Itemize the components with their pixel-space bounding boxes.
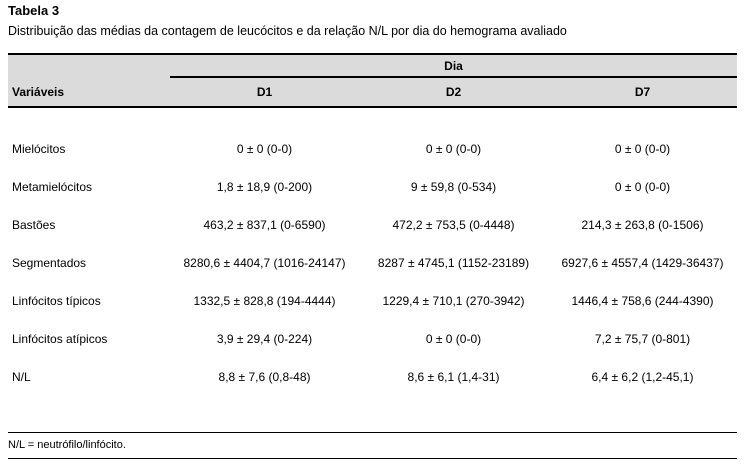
table-header: [8, 53, 737, 108]
cell-d2: 9 ± 59,8 (0-534): [410, 180, 497, 194]
row-label: Linfócitos atípicos: [12, 332, 108, 346]
table-title: Tabela 3: [8, 3, 60, 18]
data-table: [8, 53, 737, 396]
cell-d7: 0 ± 0 (0-0): [614, 180, 671, 194]
table-row: [8, 282, 737, 320]
table-row: [8, 130, 737, 168]
cell-d2: 0 ± 0 (0-0): [425, 332, 482, 346]
row-label: N/L: [12, 370, 31, 384]
cell-d1: 1332,5 ± 828,8 (194-4444): [193, 294, 336, 308]
table-row: [8, 358, 737, 396]
table-row: [8, 168, 737, 206]
cell-d7: 6927,6 ± 4557,4 (1429-36437): [561, 256, 724, 270]
cell-d1: 0 ± 0 (0-0): [236, 142, 293, 156]
header-corner-spacer: [8, 55, 170, 78]
table-footnote: N/L = neutrófilo/linfócito.: [8, 439, 126, 451]
cell-d2: 1229,4 ± 710,1 (270-3942): [382, 294, 525, 308]
cell-d2: 8287 ± 4745,1 (1152-23189): [377, 256, 530, 270]
cell-d2: 8,6 ± 6,1 (1,4-31): [407, 370, 500, 384]
table-row: [8, 320, 737, 358]
col-header-d7: D7: [634, 85, 651, 99]
row-label: Mielócitos: [12, 142, 66, 156]
row-label: Metamielócitos: [12, 180, 93, 194]
cell-d1: 8280,6 ± 4404,7 (1016-24147): [183, 256, 346, 270]
row-label: Segmentados: [12, 256, 87, 270]
cell-d7: 214,3 ± 263,8 (0-1506): [581, 218, 704, 232]
col-header-variaveis: Variáveis: [12, 85, 65, 99]
row-label: Linfócitos típicos: [12, 294, 101, 308]
table-row: [8, 206, 737, 244]
cell-d7: 7,2 ± 75,7 (0-801): [594, 332, 691, 346]
column-header-row: [8, 78, 737, 106]
col-header-d2: D2: [445, 85, 462, 99]
cell-d1: 8,8 ± 7,6 (0,8-48): [218, 370, 311, 384]
cell-d1: 463,2 ± 837,1 (0-6590): [203, 218, 326, 232]
cell-d7: 0 ± 0 (0-0): [614, 142, 671, 156]
table-row: [8, 244, 737, 282]
table-subtitle: Distribuição das médias da contagem de leucócitos e da relação N/L por dia do hemograma avaliado: [8, 24, 567, 38]
group-header-dia: Dia: [170, 55, 737, 78]
bottom-rule: [8, 458, 737, 459]
cell-d2: 472,2 ± 753,5 (0-4448): [392, 218, 515, 232]
cell-d7: 6,4 ± 6,2 (1,2-45,1): [591, 370, 694, 384]
row-label: Bastões: [12, 218, 56, 232]
footnote-top-rule: [8, 432, 737, 433]
col-header-d1: D1: [256, 85, 273, 99]
cell-d7: 1446,4 ± 758,6 (244-4390): [571, 294, 714, 308]
cell-d1: 3,9 ± 29,4 (0-224): [216, 332, 313, 346]
cell-d1: 1,8 ± 18,9 (0-200): [216, 180, 313, 194]
cell-d2: 0 ± 0 (0-0): [425, 142, 482, 156]
group-header-row: [8, 55, 737, 78]
table-body: [8, 108, 737, 396]
